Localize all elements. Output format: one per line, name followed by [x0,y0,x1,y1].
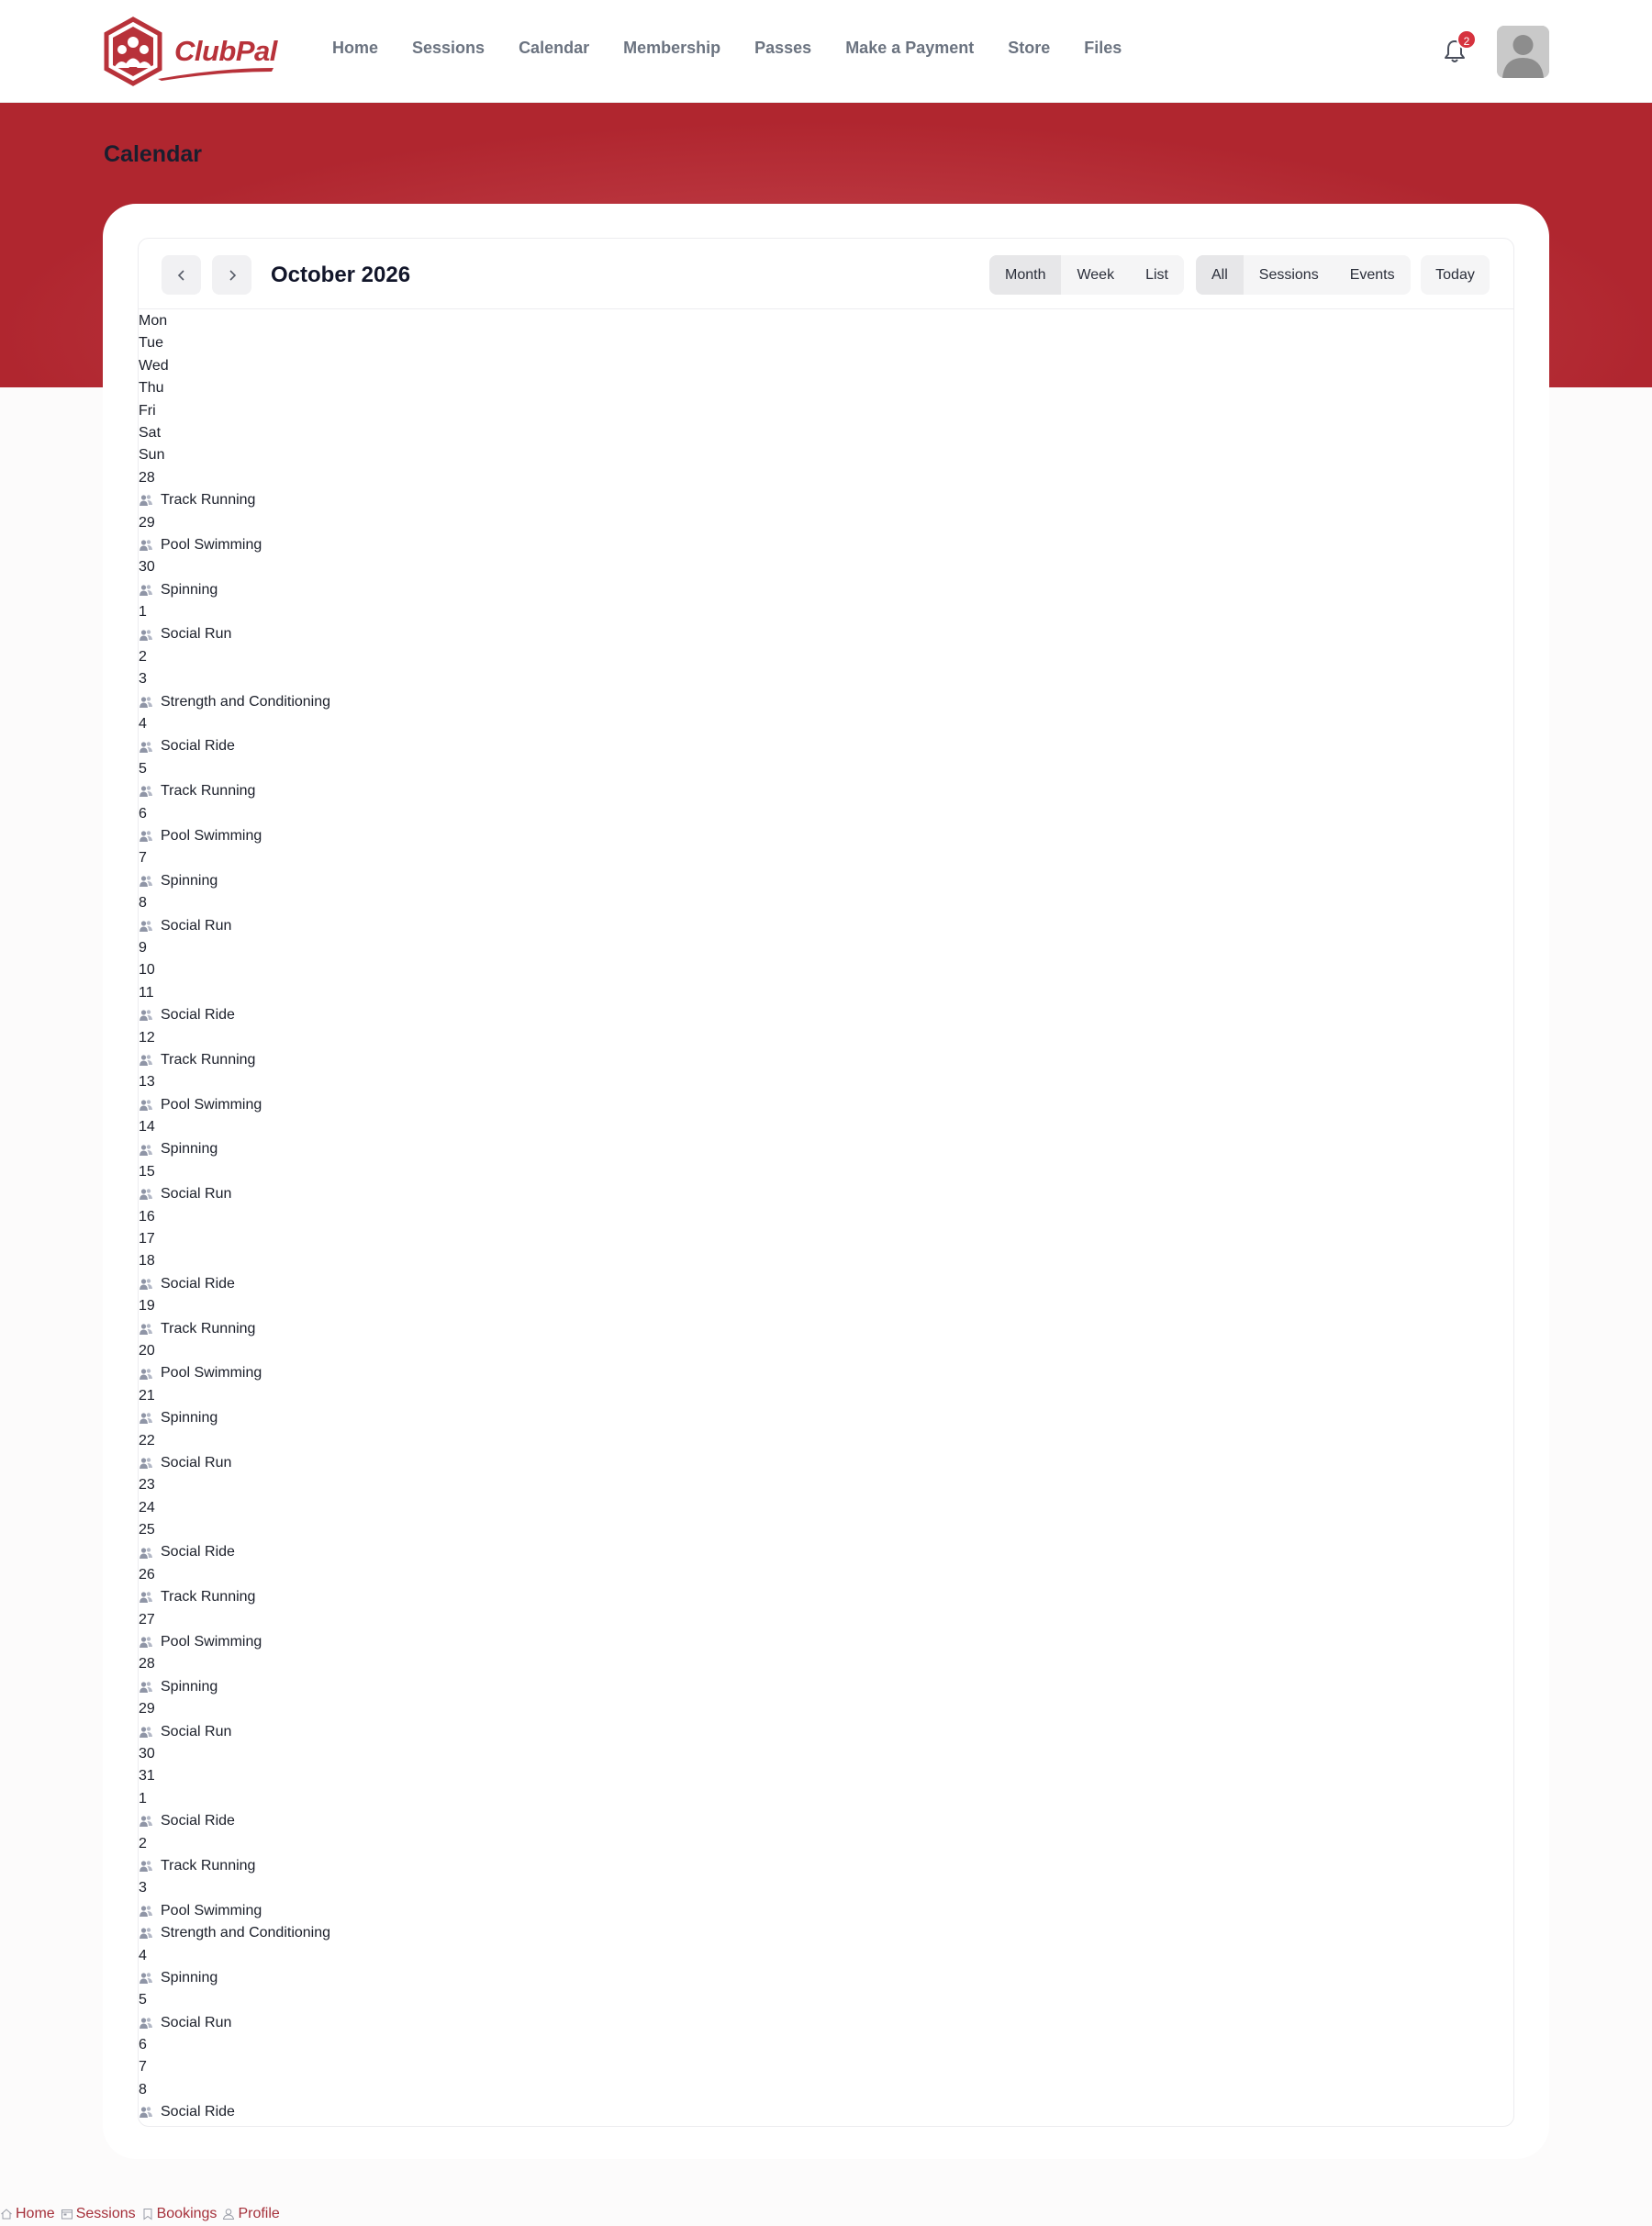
day-number[interactable]: 6 [139,805,147,822]
bottom-nav-label: Bookings [156,2206,218,2221]
day-number[interactable]: 16 [139,1208,155,1225]
group-session-icon [139,1368,153,1381]
filter-all-button[interactable]: All [1196,255,1244,295]
bottom-nav-label: Home [16,2206,55,2221]
weekday-header-sun: Sun [139,447,165,464]
nav-item-store[interactable]: Store [1008,39,1051,57]
day-number[interactable]: 12 [139,1029,155,1046]
calendar-event[interactable] [139,1586,330,1608]
day-number[interactable]: 27 [139,1611,155,1628]
day-number[interactable]: 4 [139,1947,147,1963]
day-number[interactable]: 3 [139,1880,147,1896]
view-toggle-group [989,255,1184,295]
page-title: Calendar [104,141,202,167]
group-session-icon [139,1009,153,1022]
day-number[interactable]: 10 [139,962,155,979]
view-list-button[interactable]: List [1145,267,1168,283]
event-title: Track Running [161,783,256,800]
calendar-event[interactable] [139,489,330,511]
calendar-event[interactable] [139,623,330,645]
event-title: Social Run [161,626,232,643]
event-title: Spinning [161,1969,218,1986]
calendar-event[interactable] [139,1452,330,1474]
day-number[interactable]: 29 [139,1701,155,1717]
calendar-event[interactable] [139,1900,330,1922]
event-title: Social Ride [161,2104,235,2120]
calendar-event[interactable] [139,2012,330,2034]
day-number[interactable]: 14 [139,1119,155,1135]
event-title: Spinning [161,1410,218,1426]
weekday-header-tue: Tue [139,335,163,352]
calendar-event[interactable] [139,1631,330,1653]
next-month-button[interactable] [212,255,251,295]
nav-item-sessions[interactable]: Sessions [412,39,486,57]
day-number[interactable]: 11 [139,984,154,1001]
group-session-icon [139,1144,153,1157]
nav-item-home[interactable]: Home [332,39,379,57]
calendar-event[interactable] [139,691,330,713]
notification-badge: 2 [1457,29,1477,50]
group-session-icon [139,1188,153,1201]
event-title: Pool Swimming [161,1096,262,1113]
day-number[interactable]: 15 [139,1163,155,1180]
day-number[interactable]: 5 [139,760,147,777]
day-number[interactable]: 28 [139,469,155,486]
day-number[interactable]: 21 [139,1387,155,1404]
day-number[interactable]: 4 [139,716,147,733]
weekday-header-thu: Thu [139,380,164,397]
calendar-event[interactable] [139,1721,330,1743]
day-number[interactable]: 7 [139,2059,147,2075]
calendar-event[interactable] [139,1318,330,1340]
calendar-event[interactable] [139,534,330,556]
group-session-icon [139,696,153,709]
calendar-event[interactable] [139,1094,330,1116]
main-nav [332,39,1155,58]
day-number[interactable]: 30 [139,1746,155,1762]
weekday-header-mon: Mon [139,313,168,329]
calendar-event[interactable] [139,1004,330,1026]
bottom-nav [0,2204,285,2224]
group-session-icon [139,1278,153,1291]
day-number[interactable]: 2 [139,1835,147,1851]
logo-text: ClubPal [174,35,277,67]
filter-toggle-group [1196,255,1411,295]
bottom-nav-label: Profile [238,2206,280,2221]
bottom-nav-bookings[interactable] [141,2206,218,2222]
event-title: Track Running [161,492,256,509]
nav-item-calendar[interactable]: Calendar [519,39,590,57]
event-title: Pool Swimming [161,536,262,553]
clubpal-logo[interactable] [101,17,280,86]
calendar-event[interactable] [139,915,330,937]
chevron-right-icon [226,269,239,282]
logo-swoosh-icon [156,64,275,83]
bottom-nav-profile[interactable] [222,2206,279,2222]
day-number[interactable]: 29 [139,514,155,531]
day-number[interactable]: 3 [139,671,147,688]
calendar-event[interactable] [139,825,330,847]
calendar-event[interactable] [139,1362,330,1384]
day-number[interactable]: 22 [139,1432,155,1449]
user-icon [222,2208,235,2220]
group-session-icon [139,920,153,933]
event-title: Spinning [161,1678,218,1695]
today-button[interactable]: Today [1421,255,1490,295]
chevron-left-icon [175,269,188,282]
calendar-event[interactable] [139,870,330,892]
calendar-event[interactable] [139,1273,330,1295]
event-title: Social Ride [161,1813,235,1829]
event-title: Social Run [161,1454,232,1471]
calendar-container [138,238,1514,2127]
event-title: Pool Swimming [161,827,262,844]
group-session-icon [139,785,153,798]
group-session-icon [139,741,153,754]
group-session-icon [139,1815,153,1828]
group-session-icon [139,1323,153,1336]
group-session-icon [139,1054,153,1067]
group-session-icon [139,1412,153,1425]
day-number[interactable]: 7 [139,850,147,867]
day-number[interactable]: 28 [139,1656,155,1672]
calendar-grid [139,310,330,2124]
weekday-header-fri: Fri [139,402,156,419]
day-number[interactable]: 26 [139,1566,155,1583]
calendar-event[interactable] [139,1810,330,1832]
calendar-event[interactable] [139,579,330,601]
group-session-icon [139,1927,153,1940]
day-number[interactable]: 19 [139,1298,155,1314]
calendar-event[interactable] [139,1138,330,1160]
group-session-icon [139,629,153,642]
group-session-icon [139,830,153,843]
calendar-event[interactable] [139,735,330,757]
group-session-icon [139,2106,153,2119]
calendar-event[interactable] [139,1922,330,1944]
day-number[interactable]: 1 [139,1790,147,1807]
group-session-icon [139,1905,153,1918]
calendar-event[interactable] [139,1407,330,1429]
weekday-header-wed: Wed [139,357,169,374]
calendar-event[interactable] [139,1183,330,1205]
default-avatar-icon [1497,26,1549,78]
group-session-icon [139,875,153,888]
day-number[interactable]: 25 [139,1522,155,1538]
calendar-event[interactable] [139,1676,330,1698]
nav-item-make-a-payment[interactable]: Make a Payment [845,39,975,57]
bottom-nav-sessions[interactable] [61,2206,136,2222]
day-number[interactable]: 2 [139,648,147,665]
day-number[interactable]: 23 [139,1477,155,1493]
day-number[interactable]: 5 [139,1992,147,2008]
event-title: Strength and Conditioning [161,693,331,710]
group-session-icon [139,1636,153,1649]
day-number[interactable]: 9 [139,939,147,956]
day-number[interactable]: 8 [139,2081,147,2097]
event-title: Social Ride [161,1275,235,1292]
calendar-event[interactable] [139,1855,330,1877]
calendar-event[interactable] [139,1967,330,1989]
day-number[interactable]: 13 [139,1074,155,1091]
view-week-button[interactable]: Week [1077,267,1115,283]
day-number[interactable]: 1 [139,604,147,621]
group-session-icon [139,1099,153,1112]
bottom-nav-home[interactable] [0,2206,55,2222]
group-session-icon [139,1547,153,1560]
event-title: Social Run [161,2014,232,2030]
day-number[interactable]: 18 [139,1253,155,1270]
calendar-event[interactable] [139,1541,330,1563]
day-number[interactable]: 6 [139,2037,147,2053]
view-month-button[interactable]: Month [989,255,1061,295]
group-session-icon [139,494,153,507]
event-title: Social Run [161,1186,232,1202]
calendar-event[interactable] [139,2101,330,2123]
nav-item-passes[interactable]: Passes [754,39,812,57]
day-number[interactable]: 31 [139,1768,155,1784]
day-number[interactable]: 30 [139,559,155,576]
event-title: Spinning [161,1141,218,1158]
event-title: Social Ride [161,1007,235,1024]
filter-events-button[interactable]: Events [1349,267,1395,283]
event-title: Pool Swimming [161,1634,262,1650]
event-title: Social Run [161,917,232,934]
bottom-nav-label: Sessions [75,2206,136,2221]
group-session-icon [139,539,153,552]
nav-item-files[interactable]: Files [1084,39,1122,57]
day-number[interactable]: 8 [139,895,147,912]
nav-item-membership[interactable]: Membership [623,39,721,57]
event-title: Spinning [161,872,218,889]
event-title: Track Running [161,1589,256,1605]
event-title: Social Ride [161,1544,235,1560]
event-title: Social Run [161,1723,232,1739]
event-title: Social Ride [161,738,235,755]
group-session-icon [139,1726,153,1739]
avatar[interactable] [1497,26,1549,78]
group-session-icon [139,584,153,597]
event-title: Pool Swimming [161,1902,262,1918]
event-title: Strength and Conditioning [161,1925,331,1941]
day-number[interactable]: 17 [139,1231,155,1247]
group-session-icon [139,2017,153,2030]
day-number[interactable]: 20 [139,1342,155,1359]
weekday-header-sat: Sat [139,424,162,441]
group-session-icon [139,1860,153,1873]
event-title: Track Running [161,1857,256,1874]
event-title: Spinning [161,581,218,598]
prev-month-button[interactable] [162,255,201,295]
event-title: Track Running [161,1051,256,1068]
event-title: Track Running [161,1320,256,1337]
calendar-icon [61,2208,73,2220]
group-session-icon [139,1972,153,1985]
filter-sessions-button[interactable]: Sessions [1258,267,1319,283]
group-session-icon [139,1457,153,1470]
month-title: October 2026 [271,263,411,287]
event-title: Pool Swimming [161,1365,262,1381]
day-number[interactable]: 24 [139,1499,155,1516]
calendar-event[interactable] [139,1049,330,1071]
group-session-icon [139,1681,153,1694]
calendar-event[interactable] [139,780,330,802]
home-icon [0,2208,13,2220]
group-session-icon [139,1591,153,1604]
bookmark-icon [141,2208,154,2220]
